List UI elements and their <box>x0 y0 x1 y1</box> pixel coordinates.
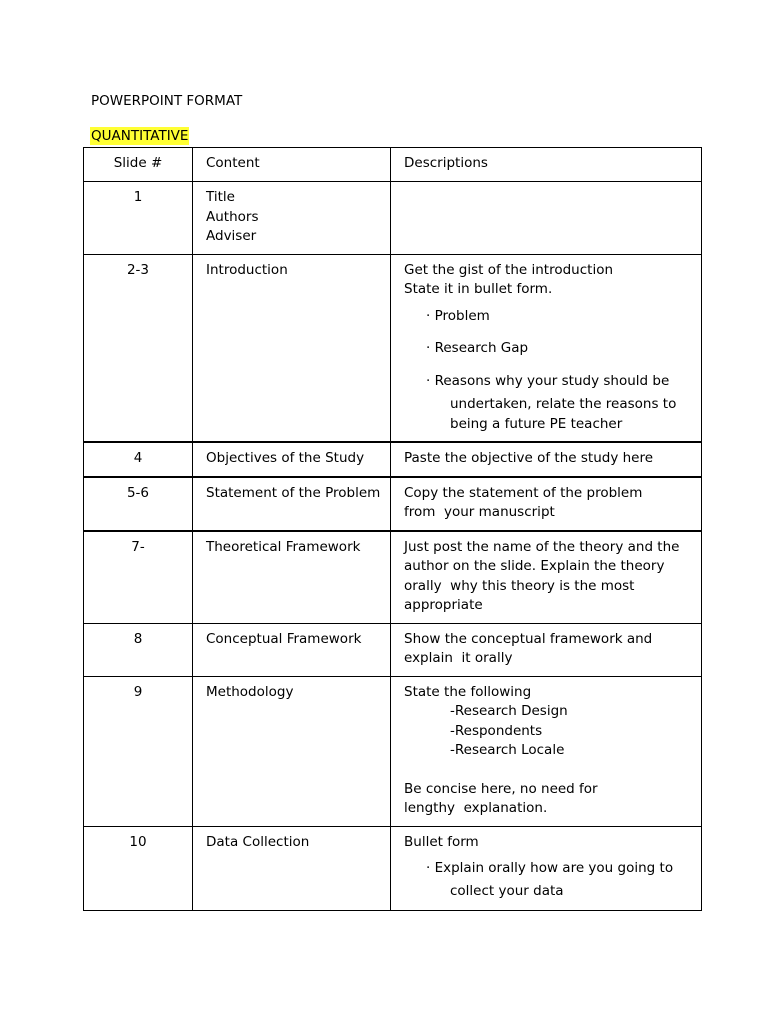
description-cell <box>391 676 702 826</box>
content-cell <box>193 676 391 826</box>
content-cell <box>193 442 391 477</box>
slide-number: 8 <box>84 623 193 676</box>
description-line: from your manuscript <box>404 504 555 520</box>
sub-item: -Research Locale <box>450 742 565 758</box>
bullet-item: · Research Gap <box>426 340 529 356</box>
slide-number: 2-3 <box>84 254 193 442</box>
content-cell <box>193 623 391 676</box>
description-line: explain it orally <box>404 650 513 666</box>
description-line: Bullet form <box>404 833 479 850</box>
bullet-continuation: undertaken, relate the reasons to <box>450 396 677 412</box>
content-line: Objectives of the Study <box>206 450 365 466</box>
bullet-continuation: being a future PE teacher <box>450 415 623 432</box>
description-cell <box>391 182 702 255</box>
table-row <box>84 182 702 255</box>
slide-number: 5-6 <box>84 477 193 531</box>
header-content: Content <box>193 148 391 182</box>
description-line: Copy the statement of the problem <box>404 484 643 501</box>
bullet-continuation: collect your data <box>450 882 564 899</box>
bullet-item: · Problem <box>426 307 490 324</box>
content-line: Adviser <box>206 228 257 244</box>
content-cell <box>193 254 391 442</box>
content-cell <box>193 531 391 624</box>
slide-number: 4 <box>84 442 193 477</box>
powerpoint-format-table <box>83 147 702 911</box>
table-row <box>84 676 702 826</box>
description-line: State it in bullet form. <box>404 281 553 297</box>
header-descriptions: Descriptions <box>391 148 702 182</box>
content-line: Conceptual Framework <box>206 630 362 647</box>
content-line: Methodology <box>206 683 294 700</box>
content-line: Introduction <box>206 261 288 278</box>
table-row <box>84 254 702 442</box>
table-header-row <box>84 148 702 182</box>
sub-item: -Research Design <box>450 703 568 719</box>
content-line: Data Collection <box>206 833 310 850</box>
description-line: State the following <box>404 683 532 700</box>
description-line: Just post the name of the theory and the <box>404 538 680 555</box>
header-slide-number: Slide # <box>84 148 193 182</box>
content-line: Authors <box>206 208 259 225</box>
table-row <box>84 442 702 477</box>
content-cell <box>193 182 391 255</box>
bullet-item: · Explain orally how are you going to <box>426 860 674 876</box>
description-line: Paste the objective of the study here <box>404 450 654 466</box>
description-line: author on the slide. Explain the theory <box>404 558 665 574</box>
table-row <box>84 826 702 910</box>
description-cell <box>391 477 702 531</box>
slide-number: 10 <box>84 826 193 910</box>
description-line: Show the conceptual framework and <box>404 630 653 647</box>
content-cell <box>193 477 391 531</box>
table-row <box>84 477 702 531</box>
content-line: Title <box>206 189 235 205</box>
table-row <box>84 623 702 676</box>
slide-number: 7- <box>84 531 193 624</box>
description-cell <box>391 442 702 477</box>
description-cell <box>391 623 702 676</box>
sub-item: -Respondents <box>450 722 543 739</box>
description-line: Get the gist of the introduction <box>404 261 614 278</box>
slide-number: 1 <box>84 182 193 255</box>
table-row <box>84 531 702 624</box>
content-line: Statement of the Problem <box>206 484 381 501</box>
description-cell <box>391 826 702 910</box>
content-cell <box>193 826 391 910</box>
blank-line <box>404 761 695 780</box>
section-label-highlighted: QUANTITATIVE <box>91 128 189 144</box>
document-title: POWERPOINT FORMAT <box>91 93 243 109</box>
description-cell <box>391 254 702 442</box>
description-cell <box>391 531 702 624</box>
slide-number: 9 <box>84 676 193 826</box>
description-line: Be concise here, no need for <box>404 780 598 797</box>
content-line: Theoretical Framework <box>206 538 361 555</box>
bullet-item: · Reasons why your study should be <box>426 372 670 389</box>
description-line: lengthy explanation. <box>404 800 548 816</box>
description-line: orally why this theory is the most <box>404 577 635 594</box>
description-line: appropriate <box>404 597 483 613</box>
